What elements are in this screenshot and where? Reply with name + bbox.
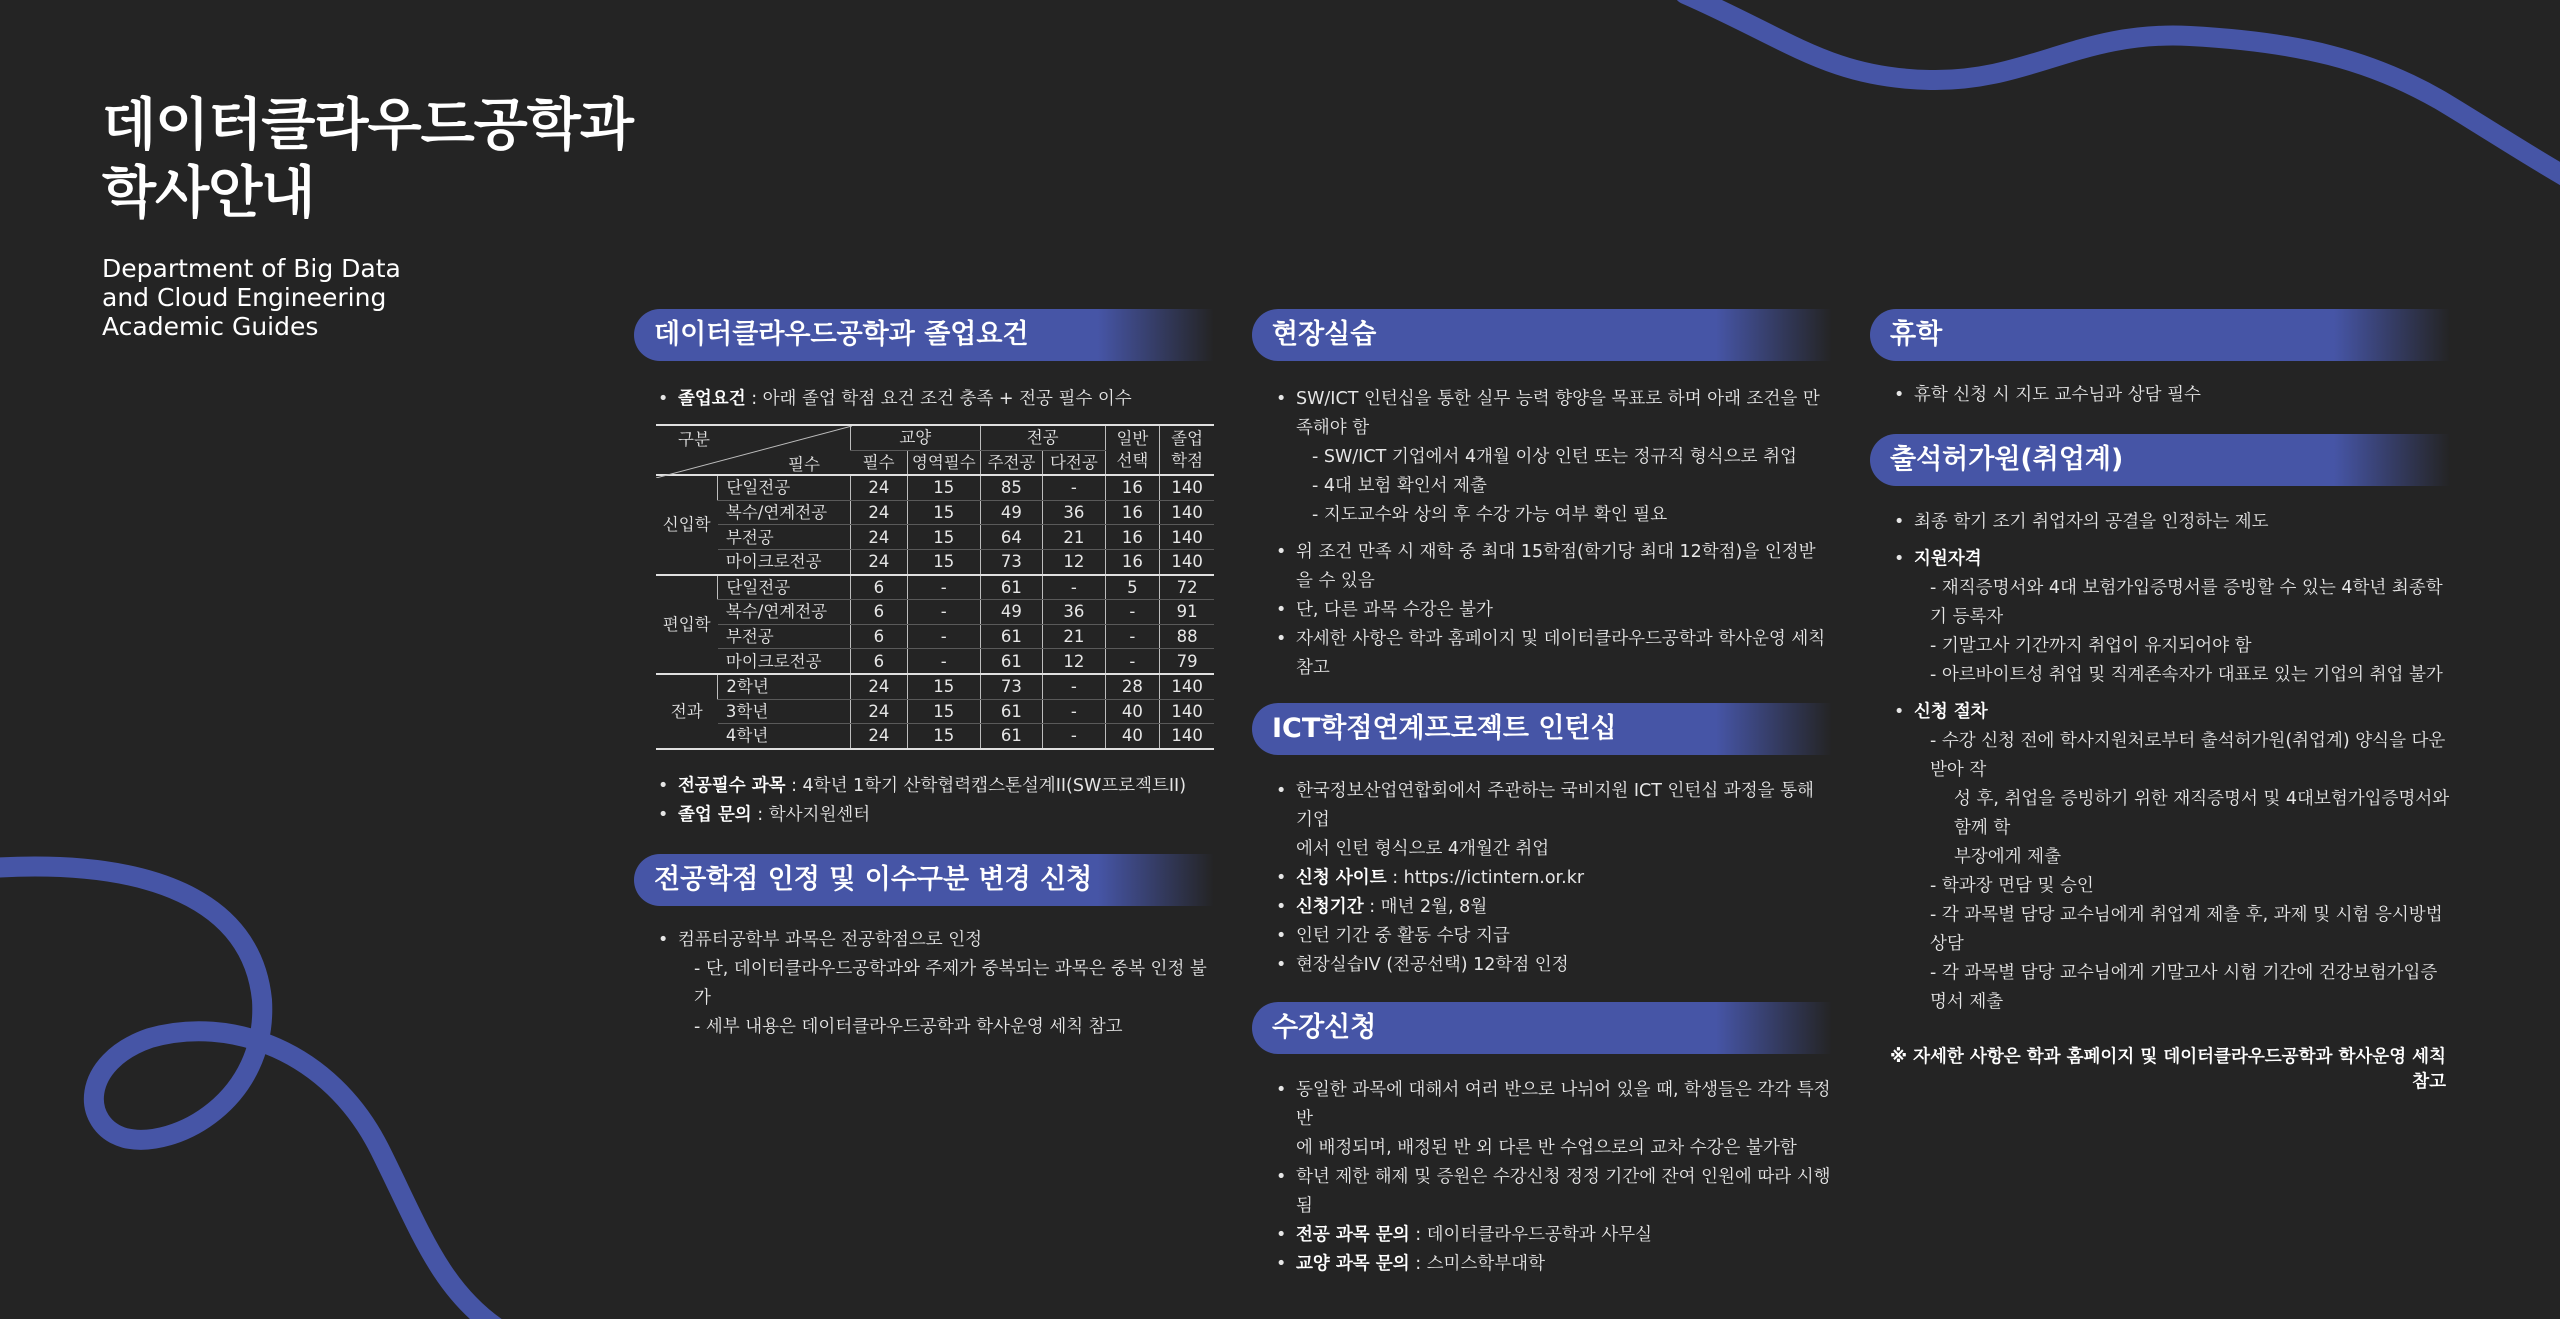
table-row	[656, 649, 1214, 674]
page-subtitle	[102, 254, 633, 341]
list-item	[1894, 698, 2450, 727]
list-subitem: - 수강 신청 전에 학사지원처로부터 출석허가원(취업계) 양식을 다운받아 작	[1930, 731, 2446, 780]
value-cell: 5	[1105, 575, 1160, 600]
attendance-list	[1870, 508, 2450, 1017]
item-line: • 한국정보산업연합회에서 주관하는 국비지원 ICT 인턴십 과정을 통해 기업	[1296, 781, 1814, 830]
value-cell: 28	[1105, 674, 1160, 699]
item-line: 에서 인턴 형식으로 4개월간 취업	[1296, 839, 1550, 859]
value-cell: 15	[907, 525, 980, 550]
list-item	[1276, 893, 1832, 922]
list-subitem-cont: 성 후, 취업을 증빙하기 위한 재직증명서 및 4대보험가입증명서와 함께 학	[1954, 789, 2450, 838]
list-item	[1276, 1221, 1832, 1250]
table-row	[656, 600, 1214, 625]
value-cell: 64	[980, 525, 1042, 550]
header-area-required: 영역필수	[907, 450, 980, 475]
track-cell: 4학년	[718, 724, 850, 749]
registration-list	[1252, 1076, 1832, 1279]
section-heading-credit-recognition: 전공학점 인정 및 이수구분 변경 신청	[634, 854, 1214, 906]
item-label: 신청기간	[1296, 897, 1364, 917]
list-item: • 위 조건 만족 시 재학 중 최대 15학점(학기당 최대 12학점)을 인정받을 수 있음	[1276, 538, 1832, 596]
item-text: : 학사지원센터	[751, 804, 871, 825]
list-item: • 단, 다른 과목 수강은 불가	[1276, 596, 1832, 625]
value-cell: 36	[1043, 500, 1105, 525]
column-right	[1870, 309, 2450, 1093]
track-cell: 복수/연계전공	[718, 600, 850, 625]
list-item	[1276, 1076, 1832, 1163]
section-heading-leave: 휴학	[1870, 309, 2450, 361]
list-item	[1276, 777, 1832, 864]
graduation-table	[656, 424, 1214, 750]
value-cell: 24	[850, 525, 907, 550]
list-subitem: - 학과장 면담 및 승인	[1930, 876, 2094, 896]
value-cell: 61	[980, 575, 1042, 600]
value-cell: 140	[1160, 525, 1214, 550]
header-major: 전공	[980, 425, 1105, 450]
reference-note: ※ 자세한 사항은 학과 홈페이지 및 데이터클라우드공학과 학사운영 세칙 참고	[1890, 1047, 2446, 1092]
value-cell: 24	[850, 475, 907, 500]
section-heading-graduation: 데이터클라우드공학과 졸업요건	[634, 309, 1214, 361]
list-item: • 컴퓨터공학부 과목은 전공학점으로 인정	[658, 926, 1214, 955]
value-cell: 16	[1105, 525, 1160, 550]
item-label: 전공 과목 문의	[1296, 1225, 1410, 1245]
list-item	[1276, 1250, 1832, 1279]
value-cell: 73	[980, 549, 1042, 574]
bottom-left-loop	[0, 867, 500, 1319]
group-cell: 신입학	[656, 475, 718, 574]
value-cell: 15	[907, 500, 980, 525]
ict-internship-list	[1252, 777, 1832, 980]
header-multi-major: 다전공	[1043, 450, 1105, 475]
value-cell: -	[1105, 600, 1160, 625]
value-cell: 40	[1105, 724, 1160, 749]
list-item: • 자세한 사항은 학과 홈페이지 및 데이터클라우드공학과 학사운영 세칙 참고	[1276, 625, 1832, 683]
item-label: 교양 과목 문의	[1296, 1254, 1410, 1274]
list-subitem: - 기말고사 기간까지 취업이 유지되어야 함	[1930, 636, 2252, 656]
header-primary-major: 주전공	[980, 450, 1042, 475]
value-cell: 6	[850, 600, 907, 625]
value-cell: -	[907, 649, 980, 674]
track-cell: 3학년	[718, 699, 850, 724]
track-cell: 부전공	[718, 624, 850, 649]
value-cell: 73	[980, 674, 1042, 699]
value-cell: 140	[1160, 674, 1214, 699]
section-heading-attendance: 출석허가원(취업계)	[1870, 434, 2450, 486]
top-right-wave	[1685, 0, 2560, 185]
list-item: • SW/ICT 인턴십을 통한 실무 능력 향양을 목표로 하며 아래 조건을 만족해야 함	[1276, 385, 1832, 443]
value-cell: 91	[1160, 600, 1214, 625]
value-cell: 12	[1043, 649, 1105, 674]
value-cell: 16	[1105, 549, 1160, 574]
value-cell: -	[1043, 475, 1105, 500]
item-label: 졸업 문의	[678, 804, 752, 825]
list-subitem: - SW/ICT 기업에서 4개월 이상 인턴 또는 정규직 형식으로 취업	[1312, 447, 1797, 467]
item-label: 신청 절차	[1914, 702, 1988, 722]
table-row	[656, 525, 1214, 550]
list-subitem: - 지도교수와 상의 후 수강 가능 여부 확인 필요	[1312, 505, 1668, 525]
table-row	[656, 699, 1214, 724]
credit-recognition-list	[634, 926, 1214, 1042]
value-cell: 24	[850, 724, 907, 749]
table-corner-cell	[656, 425, 850, 475]
value-cell: -	[1105, 624, 1160, 649]
track-cell: 마이크로전공	[718, 549, 850, 574]
list-subitem: - 아르바이트성 취업 및 직계존속자가 대표로 있는 기업의 취업 불가	[1930, 665, 2443, 685]
value-cell: 24	[850, 500, 907, 525]
item-line: 에 배정되며, 배정된 반 외 다른 반 수업으로의 교차 수강은 불가함	[1296, 1138, 1797, 1158]
track-cell: 단일전공	[718, 475, 850, 500]
list-subitem: - 세부 내용은 데이터클라우드공학과 학사운영 세칙 참고	[694, 1016, 1123, 1037]
value-cell: -	[907, 575, 980, 600]
header-liberal: 교양	[850, 425, 980, 450]
value-cell: 15	[907, 699, 980, 724]
field-practice-list	[1252, 385, 1832, 683]
value-cell: 36	[1043, 600, 1105, 625]
table-row	[656, 549, 1214, 574]
table-row	[656, 575, 1214, 600]
header-grad-credits	[1160, 425, 1214, 475]
table-row	[656, 500, 1214, 525]
list-subitem: - 각 과목별 담당 교수님에게 기말고사 시험 기간에 건강보험가입증명서 제출	[1930, 963, 2438, 1012]
graduation-list	[634, 385, 1214, 414]
value-cell: 15	[907, 549, 980, 574]
header-line: 졸업	[1171, 429, 1204, 449]
value-cell: 21	[1043, 624, 1105, 649]
table-row	[656, 475, 1214, 500]
header-line: 선택	[1116, 451, 1149, 471]
value-cell: -	[1043, 724, 1105, 749]
group-cell: 편입학	[656, 575, 718, 674]
value-cell: -	[907, 600, 980, 625]
page-title	[102, 92, 633, 228]
list-item: • 인턴 기간 중 활동 수당 지급	[1276, 922, 1832, 951]
item-text: : 4학년 1학기 산학협력캡스톤설계II(SW프로젝트II)	[785, 775, 1187, 796]
value-cell: 15	[907, 475, 980, 500]
list-subitem: - 4대 보험 확인서 제출	[1312, 476, 1487, 496]
track-cell: 2학년	[718, 674, 850, 699]
item-text: : 매년 2월, 8월	[1363, 897, 1488, 917]
list-subitem: - 각 과목별 담당 교수님에게 취업계 제출 후, 과제 및 시험 응시방법 상담	[1930, 905, 2443, 954]
header-required: 필수	[850, 450, 907, 475]
list-subitem: - 단, 데이터클라우드공학과와 주제가 중복되는 과목은 중복 인정 불가	[694, 958, 1207, 1008]
value-cell: 24	[850, 549, 907, 574]
list-item: • 최종 학기 조기 취업자의 공결을 인정하는 제도	[1894, 508, 2450, 537]
title-line: 학사안내	[102, 161, 315, 226]
value-cell: 140	[1160, 699, 1214, 724]
value-cell: -	[1105, 649, 1160, 674]
table-row	[656, 624, 1214, 649]
list-item	[1894, 545, 2450, 574]
corner-bottom-label: 필수	[788, 455, 820, 474]
value-cell: -	[1043, 575, 1105, 600]
value-cell: 40	[1105, 699, 1160, 724]
track-cell: 단일전공	[718, 575, 850, 600]
corner-top-label: 구분	[678, 430, 710, 449]
header-line: 학점	[1171, 451, 1204, 471]
list-item	[658, 385, 1214, 414]
item-label: 지원자격	[1914, 549, 1982, 569]
value-cell: 140	[1160, 724, 1214, 749]
value-cell: 15	[907, 674, 980, 699]
item-text: : 스미스학부대학	[1409, 1254, 1545, 1274]
item-text: : 아래 졸업 학점 요건 조건 충족 + 전공 필수 이수	[745, 389, 1132, 409]
item-label: 신청 사이트	[1296, 868, 1387, 888]
item-text: : 데이터클라우드공학과 사무실	[1409, 1225, 1652, 1245]
section-heading-ict-internship: ICT학점연계프로젝트 인턴십	[1252, 703, 1832, 755]
value-cell: -	[1043, 674, 1105, 699]
subtitle-line: Department of Big Data	[102, 254, 401, 283]
value-cell: 61	[980, 724, 1042, 749]
value-cell: 16	[1105, 475, 1160, 500]
value-cell: 16	[1105, 500, 1160, 525]
subtitle-line: Academic Guides	[102, 312, 319, 341]
list-subitem-cont: 부장에게 제출	[1954, 847, 2061, 867]
value-cell: 15	[907, 724, 980, 749]
value-cell: 85	[980, 475, 1042, 500]
header-general	[1105, 425, 1160, 475]
column-left	[634, 309, 1214, 1042]
table-row	[656, 724, 1214, 749]
section-heading-registration: 수강신청	[1252, 1002, 1832, 1054]
value-cell: 49	[980, 500, 1042, 525]
value-cell: 24	[850, 699, 907, 724]
value-cell: 79	[1160, 649, 1214, 674]
track-cell: 마이크로전공	[718, 649, 850, 674]
graduation-extra-list	[634, 772, 1214, 830]
list-item	[658, 772, 1214, 801]
value-cell: 6	[850, 649, 907, 674]
header-line: 일반	[1116, 429, 1149, 449]
value-cell: 140	[1160, 500, 1214, 525]
list-item: • 휴학 신청 시 지도 교수님과 상담 필수	[1894, 381, 2450, 410]
table-row	[656, 674, 1214, 699]
list-item: • 현장실습IV (전공선택) 12학점 인정	[1276, 951, 1832, 980]
leave-list	[1870, 381, 2450, 410]
value-cell: 6	[850, 575, 907, 600]
value-cell: 140	[1160, 549, 1214, 574]
value-cell: 12	[1043, 549, 1105, 574]
value-cell: 61	[980, 649, 1042, 674]
hero	[102, 92, 633, 341]
value-cell: 88	[1160, 624, 1214, 649]
value-cell: 6	[850, 624, 907, 649]
track-cell: 복수/연계전공	[718, 500, 850, 525]
section-heading-field-practice: 현장실습	[1252, 309, 1832, 361]
value-cell: -	[1043, 699, 1105, 724]
item-label: 전공필수 과목	[678, 775, 786, 796]
title-line: 데이터클라우드공학과	[102, 93, 633, 158]
item-line: • 동일한 과목에 대해서 여러 반으로 나뉘어 있을 때, 학생들은 각각 특정 반	[1296, 1080, 1831, 1129]
track-cell: 부전공	[718, 525, 850, 550]
list-item: • 학년 제한 해제 및 증원은 수강신청 정정 기간에 잔여 인원에 따라 시행됨	[1276, 1163, 1832, 1221]
list-item	[1276, 864, 1832, 893]
value-cell: 49	[980, 600, 1042, 625]
group-cell: 전과	[656, 674, 718, 749]
value-cell: -	[907, 624, 980, 649]
value-cell: 72	[1160, 575, 1214, 600]
value-cell: 24	[850, 674, 907, 699]
site-link[interactable]: : https://ictintern.or.kr	[1386, 868, 1585, 888]
value-cell: 140	[1160, 475, 1214, 500]
item-label: 졸업요건	[678, 389, 746, 409]
value-cell: 21	[1043, 525, 1105, 550]
column-middle	[1252, 309, 1832, 1279]
value-cell: 61	[980, 699, 1042, 724]
subtitle-line: and Cloud Engineering	[102, 283, 387, 312]
value-cell: 61	[980, 624, 1042, 649]
list-item	[658, 801, 1214, 830]
list-subitem: - 재직증명서와 4대 보험가입증명서를 증빙할 수 있는 4학년 최종학기 등록자	[1930, 578, 2443, 627]
